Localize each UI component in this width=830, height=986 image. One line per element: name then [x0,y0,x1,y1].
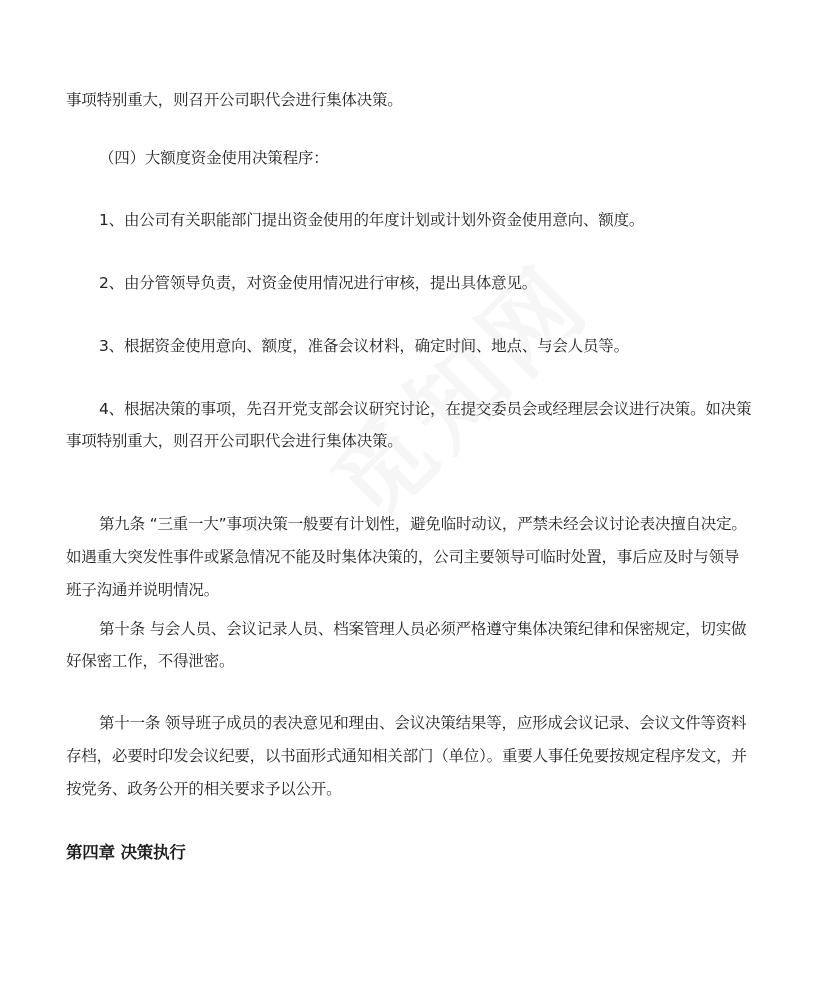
article-11-cont-2: 按党务、政务公开的相关要求予以公开。 [66,780,342,798]
article-10: 第十条 与会人员、会议记录人员、档案管理人员必须严格遵守集体决策纪律和保密规定，切实做 [99,620,747,638]
article-9-cont-1: 如遇重大突发性事件或紧急情况不能及时集体决策的，公司主要领导可临时处置，事后应及时与领导 [66,548,740,566]
chapter-heading: 第四章 决策执行 [66,843,186,862]
list-item-4: 4、根据决策的事项，先召开党支部会议研究讨论，在提交委员会或经理层会议进行决策。如决策 [99,400,752,418]
paragraph-line: 事项特别重大，则召开公司职代会进行集体决策。 [66,91,403,109]
list-item-2: 2、由分管领导负责，对资金使用情况进行审核，提出具体意见。 [99,274,538,292]
section-heading-four: （四）大额度资金使用决策程序： [99,149,329,167]
list-item-4-cont: 事项特别重大，则召开公司职代会进行集体决策。 [66,432,403,450]
article-9-cont-2: 班子沟通并说明情况。 [66,581,220,599]
article-9: 第九条 “三重一大”事项决策一般要有计划性，避免临时动议，严禁未经会议讨论表决擅自决定。 [99,515,747,533]
list-item-3: 3、根据资金使用意向、额度，准备会议材料，确定时间、地点、与会人员等。 [99,337,629,355]
list-item-1: 1、由公司有关职能部门提出资金使用的年度计划或计划外资金使用意向、额度。 [99,211,645,229]
article-11-cont-1: 存档，必要时印发会议纪要，以书面形式通知相关部门（单位）。重要人事任免要按规定程序发文，并 [66,747,747,765]
article-10-cont: 好保密工作，不得泄密。 [66,652,235,670]
article-11: 第十一条 领导班子成员的表决意见和理由、会议决策结果等，应形成会议记录、会议文件等资料 [99,714,747,732]
